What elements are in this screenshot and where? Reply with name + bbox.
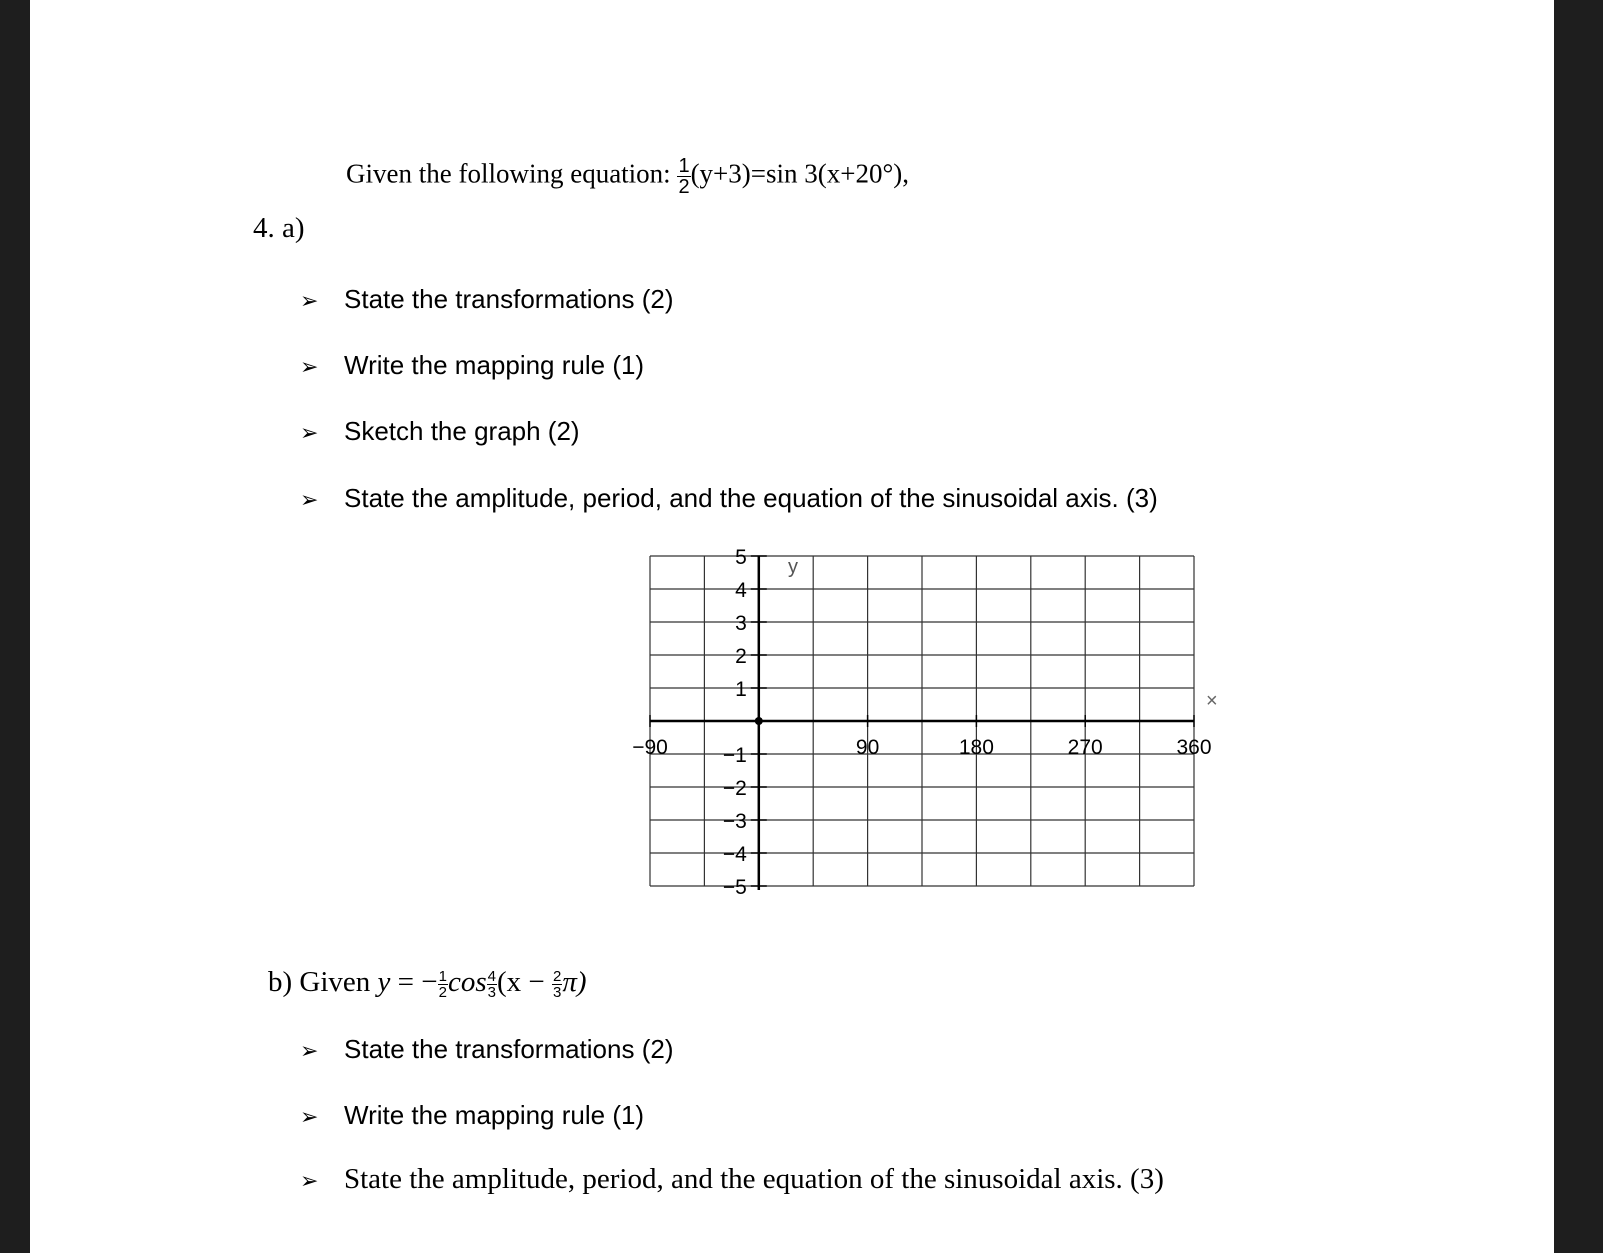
arrow-bullet-icon: ➢ [300, 487, 319, 512]
arrow-bullet-icon: ➢ [300, 1104, 319, 1129]
bullet-item: ➢ State the transformations (2) [300, 1034, 674, 1064]
y-tick-label: −4 [722, 843, 747, 866]
bullet-item: ➢ Sketch the graph (2) [300, 416, 580, 446]
y-tick-label: 5 [735, 546, 747, 569]
arrow-bullet-icon: ➢ [300, 1038, 319, 1063]
equation-body: (y+3)=sin 3(x+20°), [690, 158, 910, 189]
y-tick-label: −5 [722, 876, 747, 899]
question-number: 4. a) [253, 212, 305, 244]
bullet-item: ➢ State the amplitude, period, and the equation of the sinusoidal axis. (3) [300, 483, 1158, 513]
bullet-item: ➢ State the transformations (2) [300, 284, 674, 314]
arrow-bullet-icon: ➢ [300, 420, 319, 445]
x-tick-label: 90 [855, 736, 880, 759]
x-tick-label: 360 [1176, 736, 1212, 759]
y-tick-label: −2 [722, 777, 747, 800]
graph-grid [30, 0, 1554, 1253]
question-b-equation: b) Given y = − $\frac{1}{2}$ cos $\frac{4}{3}$ (x − $\frac{2}{3}$ π) [268, 966, 587, 1001]
y-axis-label: y [788, 556, 798, 578]
x-tick-label: 180 [958, 736, 994, 759]
origin-dot [755, 717, 763, 725]
equation-fraction: $\frac{1}{2}$ [678, 155, 690, 198]
y-tick-label: 3 [735, 612, 747, 635]
y-tick-label: 2 [735, 645, 747, 668]
bullet-item: ➢ Write the mapping rule (1) [300, 350, 645, 380]
document-page [30, 0, 1554, 1253]
bullet-item: ➢ Write the mapping rule (1) [300, 1100, 645, 1130]
x-tick-label: 270 [1067, 736, 1103, 759]
arrow-bullet-icon: ➢ [300, 288, 319, 313]
equation-intro: Given the following equation: [346, 158, 671, 189]
bullet-item: ➢ State the amplitude, period, and the equation of the sinusoidal axis. (3) [300, 1163, 1164, 1195]
x-tick-label: −90 [632, 736, 668, 759]
x-axis-marker: × [1206, 690, 1218, 712]
arrow-bullet-icon: ➢ [300, 1168, 319, 1193]
y-tick-label: −3 [722, 810, 747, 833]
y-tick-label: 4 [735, 579, 747, 602]
y-tick-label: −1 [722, 744, 747, 767]
arrow-bullet-icon: ➢ [300, 354, 319, 379]
y-tick-label: 1 [735, 678, 747, 701]
